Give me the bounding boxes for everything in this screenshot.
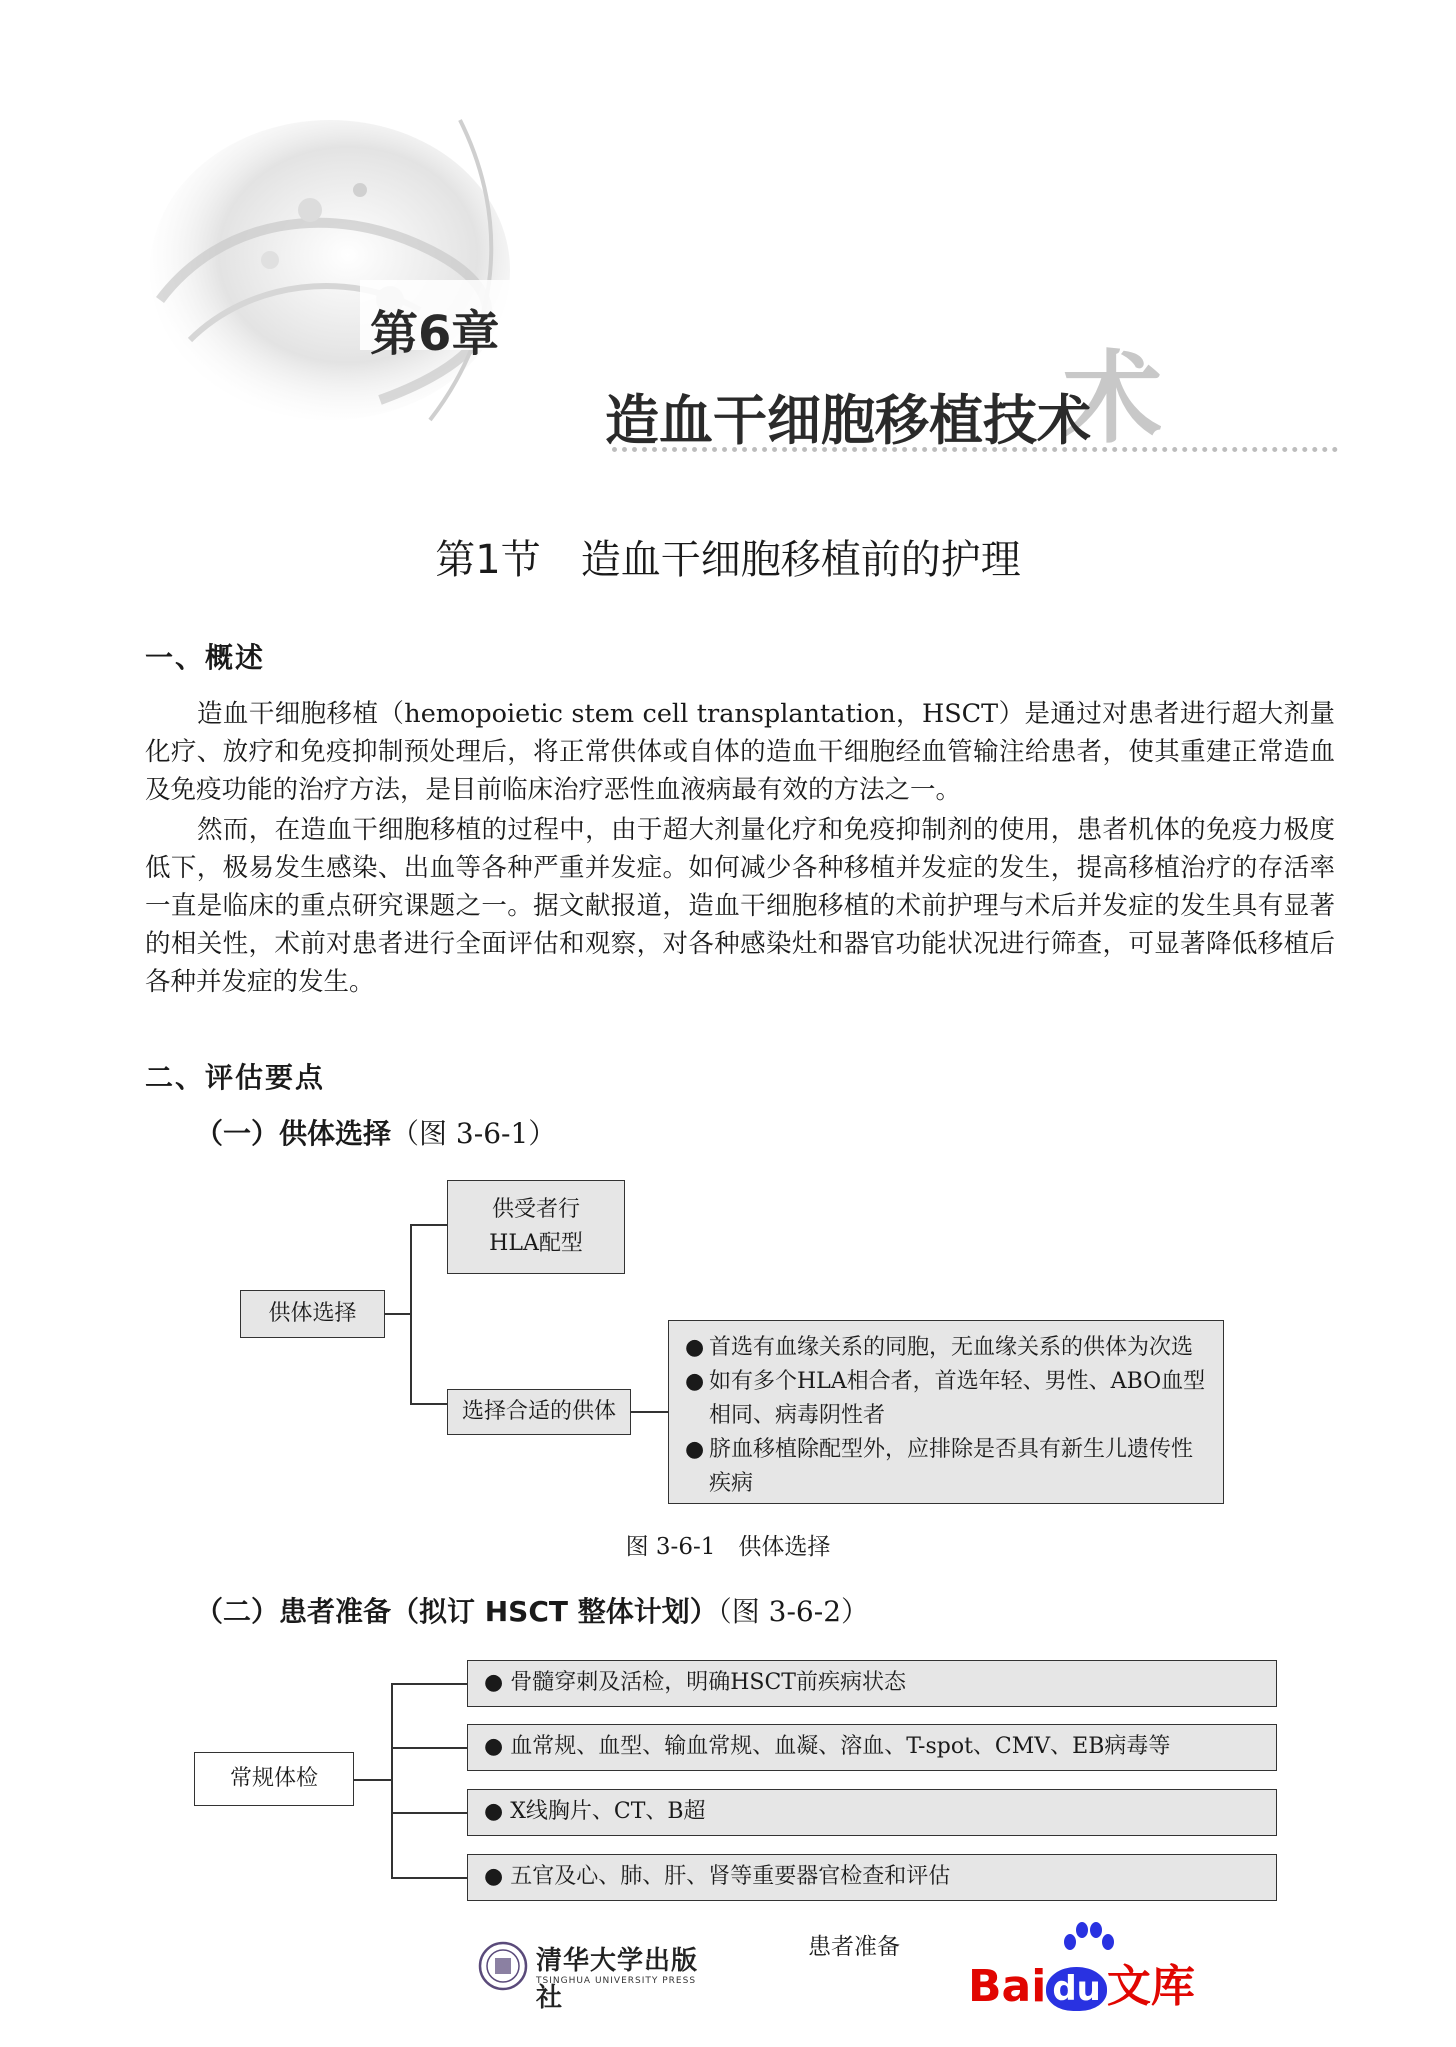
figure1-hla-line2: HLA配型: [489, 1231, 583, 1256]
baidu-wenku-watermark: [968, 1920, 1208, 2015]
section-title: 第1节 造血干细胞移植前的护理: [435, 537, 1021, 583]
bullet-icon: ●: [685, 1335, 705, 1360]
subheading-patient-prep-label: （二）患者准备（拟订 HSCT 整体计划）: [195, 1595, 718, 1628]
figure2-root-box: [194, 1752, 354, 1806]
figure2-connector: [391, 1683, 393, 1878]
publisher-name-en: TSINGHUA UNIVERSITY PRESS: [536, 1976, 697, 1986]
subheading-donor-selection: [195, 1112, 556, 1152]
bullet-icon: ●: [484, 1799, 504, 1824]
figure2-item-label: 五官及心、肺、肝、肾等重要器官检查和评估: [510, 1864, 951, 1889]
figure2-connector: [391, 1747, 467, 1749]
figure1-select-label: 选择合适的供体: [461, 1399, 616, 1424]
chapter-title: 造血干细胞移植技术: [605, 389, 1091, 452]
bullet-icon: ●: [484, 1734, 504, 1759]
subheading-patient-prep-ref: （图 3-6-2）: [717, 1595, 870, 1628]
figure2-item-box: [467, 1854, 1277, 1901]
figure1-select-box: [447, 1389, 631, 1435]
figure1-details-box: [668, 1320, 1224, 1504]
publisher-seal-icon: [478, 1940, 528, 1992]
figure1-caption: 图 3-6-1 供体选择: [625, 1534, 831, 1560]
watermark-wenku: 文库: [1106, 1961, 1195, 2012]
heading-overview: 一、概述: [145, 641, 266, 674]
figure1-detail-item: ● 脐血移植除配型外，应排除是否具有新生儿遗传性疾病: [685, 1433, 1207, 1501]
heading-assessment: 二、评估要点: [145, 1061, 326, 1094]
figure1-connector: [410, 1224, 412, 1404]
figure2-item-label: X线胸片、CT、B超: [510, 1799, 706, 1824]
figure1-connector: [631, 1411, 669, 1413]
watermark-bai: Bai: [968, 1961, 1047, 2012]
subheading-donor-selection-label: （一）供体选择: [195, 1117, 392, 1150]
figure2-item-box: [467, 1660, 1277, 1707]
figure2-item-label: 血常规、血型、输血常规、血凝、溶血、T-spot、CMV、EB病毒等: [510, 1734, 1171, 1759]
figure2-connector: [354, 1779, 392, 1781]
chapter-title-shadow-char: 术: [1062, 340, 1162, 457]
chapter-number: 第6章: [370, 306, 500, 362]
figure2-item-label: 骨髓穿刺及活检，明确HSCT前疾病状态: [510, 1670, 906, 1695]
figure2-connector: [391, 1683, 467, 1685]
figure1-hla-box: [447, 1180, 625, 1274]
figure2-caption: 患者准备: [808, 1934, 900, 1960]
publisher-name: 清华大学出版社: [536, 1946, 699, 2013]
figure1-root-box: [240, 1290, 385, 1338]
bullet-icon: ●: [484, 1864, 504, 1889]
bullet-icon: ●: [484, 1670, 504, 1695]
figure2-item-box: [467, 1724, 1277, 1771]
figure1-connector: [410, 1224, 448, 1226]
header-swirl-image: [130, 100, 510, 430]
figure1-connector: [385, 1313, 410, 1315]
figure1-connector: [410, 1403, 448, 1405]
subheading-patient-prep: [195, 1590, 869, 1630]
paragraph-1: 造血干细胞移植（hemopoietic stem cell transplantation，HSCT）是通过对患者进行超大剂量化疗、放疗和免疫抑制预处理后，将正常供体或自体的造血干细胞经血管输注给患者，使其重建正常造血及免疫功能的治疗方法，是目前临床治疗恶性血液病最有效的方法之一。: [145, 699, 1335, 805]
figure1-detail-item: ● 如有多个HLA相合者，首选年轻、男性、ABO血型相同、病毒阴性者: [685, 1365, 1207, 1433]
figure2-connector: [391, 1877, 467, 1879]
paragraph-2: 然而，在造血干细胞移植的过程中，由于超大剂量化疗和免疫抑制剂的使用，患者机体的免疫力极度低下，极易发生感染、出血等各种严重并发症。如何减少各种移植并发症的发生，提高移植治疗的存活率一直是临床的重点研究课题之一。据文献报道，造血干细胞移植的术前护理与术后并发症的发生具有显著的相关性，术前对患者进行全面评估和观察，对各种感染灶和器官功能状况进行筛查，可显著降低移植后各种并发症的发生。: [145, 815, 1335, 997]
figure2-connector: [391, 1812, 467, 1814]
bullet-icon: ●: [685, 1437, 705, 1462]
figure1-hla-line1: 供受者行: [491, 1197, 580, 1222]
figure2-root-label: 常规体检: [229, 1766, 318, 1791]
figure1-root-label: 供体选择: [268, 1301, 357, 1326]
publisher-logo: [478, 1938, 699, 2013]
figure1-detail-item: ● 首选有血缘关系的同胞，无血缘关系的供体为次选: [685, 1331, 1207, 1365]
watermark-du: du: [1046, 1967, 1107, 2011]
header-dotted-rule: [612, 447, 1338, 452]
subheading-donor-selection-ref: （图 3-6-1）: [391, 1117, 557, 1150]
bullet-icon: ●: [685, 1369, 705, 1394]
figure2-item-box: [467, 1789, 1277, 1836]
